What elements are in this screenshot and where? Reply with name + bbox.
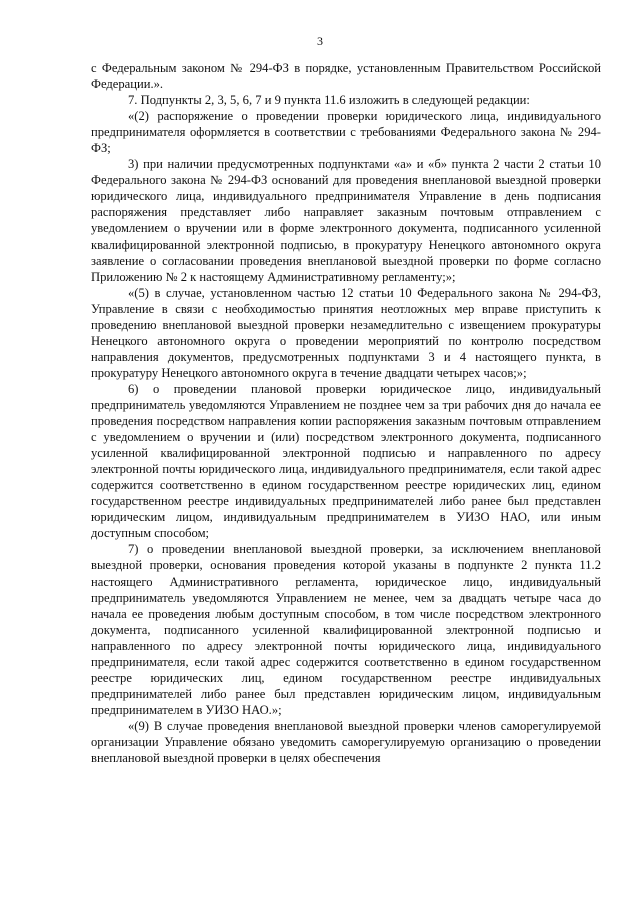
paragraph: «(9) В случае проведения внеплановой выездной проверки членов саморегулируемой организации Управление обязано уведомить саморегулируемую организацию о проведении внеплановой выездной проверки в целях обеспечения: [91, 718, 601, 766]
paragraph: 6) о проведении плановой проверки юридическое лицо, индивидуальный предприниматель уведомляются Управлением не позднее чем за три рабочих дня до начала ее проведения посредством направления копии распоряжения заказным почтовым отправлением с уведомлением о вручении и (или) посредством электронного документа, подписанного усиленной квалифицированной электронной подписью и направленного по адресу электронной почты юридического лица, индивидуального предпринимателя, если такой адрес содержится соответственно в едином государственном реестре юридических лиц, едином государственном реестре индивидуальных предпринимателей либо ранее был представлен юридическим лицом, индивидуальным предпринимателем в УИЗО НАО, или иным доступным способом;: [91, 381, 601, 541]
paragraph: 7. Подпункты 2, 3, 5, 6, 7 и 9 пункта 11.6 изложить в следующей редакции:: [128, 93, 530, 108]
paragraph: 7) о проведении внеплановой выездной проверки, за исключением внеплановой выездной проверки, основания проведения которой указаны в подпункте 2 пункта 11.2 настоящего Административного регламента, юридическое лицо, индивидуальный предприниматель уведомляются Управлением не менее, чем за двадцать четыре часа до начала ее проведения любым доступным способом, в том числе посредством электронного документа, подписанного усиленной квалифицированной электронной подписью и направленного по адресу электронной почты юридического лица, индивидуального предпринимателя, если такой адрес содержится соответственно в едином государственном реестре юридических лиц, едином государственном реестре индивидуальных предпринимателей либо ранее был представлен юридическим лицом, индивидуальным предпринимателем в УИЗО НАО.»;: [91, 542, 601, 717]
paragraph: «(5) в случае, установленном частью 12 статьи 10 Федерального закона № 294-ФЗ, Управление в связи с необходимостью принятия неотложных мер вправе приступить к проведению внеплановой выездной проверки незамедлительно с извещением прокуратуры Ненецкого автономного округа о проведении мероприятий по контролю посредством направления документов, предусмотренных подпунктами 3 и 4 настоящего пункта, в прокуратуру Ненецкого автономного округа в течение двадцати четырех часов;»;: [91, 285, 601, 380]
paragraph: с Федеральным законом № 294-ФЗ в порядке, установленным Правительством Российской Федерации.».: [91, 61, 601, 92]
document-body: [91, 60, 601, 766]
paragraph: 3) при наличии предусмотренных подпунктами «а» и «б» пункта 2 части 2 статьи 10 Федерального закона № 294-ФЗ оснований для проведения внеплановой выездной проверки юридического лица, индивидуального предпринимателя Управление в день подписания распоряжения представляет либо направляет заказным почтовым отправлением с уведомлением о вручении или в форме электронного документа, подписанного усиленной квалифицированной электронной подписью, в прокуратуру Ненецкого автономного округа заявление о согласовании проведения внеплановой выездной проверки по форме согласно Приложению № 2 к настоящему Административному регламенту;»;: [91, 157, 601, 284]
page-number: 3: [317, 34, 323, 48]
paragraph: «(2) распоряжение о проведении проверки юридического лица, индивидуального предпринимателя оформляется в соответствии с требованиями Федерального закона № 294-ФЗ;: [91, 109, 601, 156]
